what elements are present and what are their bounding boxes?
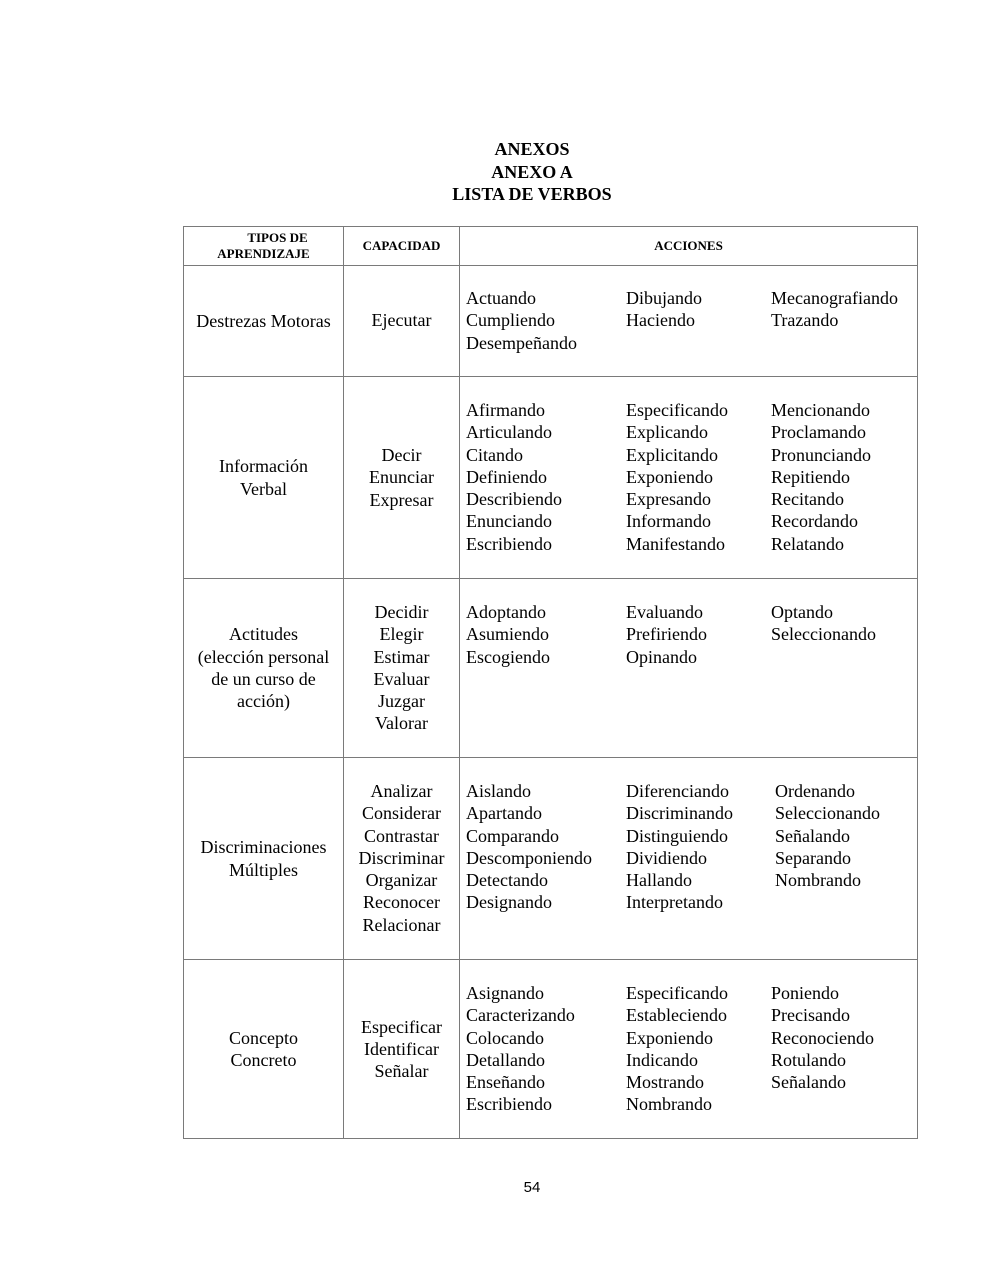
document-title xyxy=(0,138,990,206)
capacidad-verb: Evaluar xyxy=(373,668,430,689)
accion-verb: Precisando xyxy=(771,1005,850,1026)
capacidad-verb: Señalar xyxy=(374,1061,429,1082)
accion-verb: Prefiriendo xyxy=(626,624,707,645)
tipo-cell xyxy=(184,579,344,758)
accion-verb: Ordenando xyxy=(775,781,855,801)
tipo-line: (elección personal xyxy=(197,646,330,667)
accion-verb: Caracterizando xyxy=(466,1005,575,1026)
accion-verb: Manifestando xyxy=(626,533,725,554)
tipo-line: Destrezas Motoras xyxy=(196,310,331,331)
accion-verb: Interpretando xyxy=(626,892,723,913)
accion-verb: Nombrando xyxy=(775,870,861,891)
accion-verb: Opinando xyxy=(626,646,697,667)
acciones-cell xyxy=(460,579,918,758)
header-row xyxy=(184,227,918,266)
header-capacidad: CAPACIDAD xyxy=(344,227,460,266)
accion-verb: Mencionando xyxy=(771,400,870,420)
tipo-line: Información xyxy=(219,456,308,477)
tipo-line: Discriminaciones xyxy=(200,837,327,858)
capacidad-cell xyxy=(344,579,460,758)
accion-verb: Articulando xyxy=(466,422,552,443)
acciones-column xyxy=(466,399,562,555)
acciones-column xyxy=(626,601,707,668)
tipo-line: Actitudes xyxy=(229,624,298,645)
accion-verb: Estableciendo xyxy=(626,1005,727,1026)
accion-verb: Seleccionando xyxy=(775,803,880,824)
accion-verb: Haciendo xyxy=(626,310,695,331)
tipo-cell xyxy=(184,377,344,579)
tipo-line: Verbal xyxy=(240,478,287,499)
capacidad-cell xyxy=(344,960,460,1139)
acciones-column xyxy=(626,399,728,555)
title-line-anexos: ANEXOS xyxy=(494,139,570,159)
capacidad-verb: Estimar xyxy=(373,646,430,667)
accion-verb: Detectando xyxy=(466,870,548,891)
accion-verb: Definiendo xyxy=(466,466,547,487)
capacidad-verb: Organizar xyxy=(365,870,438,891)
header-acciones: ACCIONES xyxy=(460,227,918,266)
accion-verb: Recordando xyxy=(771,511,858,532)
verbs-table xyxy=(183,226,918,1139)
accion-verb: Enseñando xyxy=(466,1072,545,1093)
accion-verb: Señalando xyxy=(775,825,850,846)
accion-verb: Optando xyxy=(771,602,833,622)
accion-verb: Trazando xyxy=(771,310,839,331)
acciones-column xyxy=(771,982,874,1093)
accion-verb: Dividiendo xyxy=(626,847,707,868)
accion-verb: Escribiendo xyxy=(466,533,552,554)
tipo-line: Concepto xyxy=(229,1027,298,1048)
accion-verb: Indicando xyxy=(626,1049,698,1070)
acciones-column xyxy=(466,982,575,1116)
accion-verb: Exponiendo xyxy=(626,466,713,487)
accion-verb: Adoptando xyxy=(466,602,546,622)
header-tipos xyxy=(184,227,344,266)
acciones-cell xyxy=(460,960,918,1139)
tipo-cell xyxy=(184,960,344,1139)
acciones-column xyxy=(775,780,880,891)
capacidad-verb: Especificar xyxy=(361,1016,442,1037)
capacidad-verb: Elegir xyxy=(379,624,424,645)
acciones-column xyxy=(466,780,592,914)
accion-verb: Asignando xyxy=(466,983,544,1003)
accion-verb: Repitiendo xyxy=(771,466,850,487)
table-row xyxy=(184,266,918,377)
accion-verb: Nombrando xyxy=(626,1094,712,1115)
accion-verb: Mostrando xyxy=(626,1072,704,1093)
accion-verb: Asumiendo xyxy=(466,624,549,645)
page-number: 54 xyxy=(523,1179,541,1196)
capacidad-verb: Decir xyxy=(381,445,422,466)
tipo-line: Múltiples xyxy=(228,859,298,880)
accion-verb: Relatando xyxy=(771,533,844,554)
accion-verb: Expresando xyxy=(626,489,711,510)
acciones-column xyxy=(771,287,898,332)
accion-verb: Separando xyxy=(775,847,851,868)
capacidad-verb: Enunciar xyxy=(369,467,434,488)
header-tipos-line2: APRENDIZAJE xyxy=(217,246,310,261)
accion-verb: Especificando xyxy=(626,983,728,1003)
tipo-line: de un curso de xyxy=(211,669,316,689)
accion-verb: Mecanografiando xyxy=(771,288,898,308)
accion-verb: Discriminando xyxy=(626,803,733,824)
accion-verb: Señalando xyxy=(771,1072,846,1093)
accion-verb: Poniendo xyxy=(771,983,840,1003)
acciones-cell xyxy=(460,266,918,377)
tipo-cell xyxy=(184,266,344,377)
accion-verb: Diferenciando xyxy=(626,781,729,801)
accion-verb: Exponiendo xyxy=(626,1027,713,1048)
acciones-column xyxy=(626,287,702,332)
capacidad-verb: Juzgar xyxy=(378,691,425,712)
table-row xyxy=(184,960,918,1139)
acciones-column xyxy=(466,287,577,354)
accion-verb: Cumpliendo xyxy=(466,310,555,331)
table-row xyxy=(184,758,918,960)
accion-verb: Desempeñando xyxy=(466,332,577,353)
accion-verb: Citando xyxy=(466,444,523,465)
capacidad-verb: Considerar xyxy=(362,803,441,824)
accion-verb: Aislando xyxy=(466,781,531,801)
accion-verb: Detallando xyxy=(466,1049,545,1070)
accion-verb: Explicando xyxy=(626,422,708,443)
tipo-line: acción) xyxy=(237,691,290,712)
acciones-cell xyxy=(460,758,918,960)
accion-verb: Actuando xyxy=(466,288,536,308)
accion-verb: Dibujando xyxy=(626,288,702,308)
accion-verb: Especificando xyxy=(626,400,728,420)
acciones-cell xyxy=(460,377,918,579)
acciones-column xyxy=(466,601,550,668)
capacidad-verb: Identificar xyxy=(364,1038,439,1059)
accion-verb: Explicitando xyxy=(626,444,718,465)
accion-verb: Enunciando xyxy=(466,511,552,532)
capacidad-verb: Analizar xyxy=(370,781,433,801)
accion-verb: Hallando xyxy=(626,870,692,891)
header-tipos-line1: TIPOS DE xyxy=(247,230,308,245)
capacidad-verb: Discriminar xyxy=(358,847,445,868)
accion-verb: Apartando xyxy=(466,803,542,824)
accion-verb: Reconociendo xyxy=(771,1027,874,1048)
accion-verb: Comparando xyxy=(466,825,559,846)
table-row xyxy=(184,579,918,758)
accion-verb: Informando xyxy=(626,511,711,532)
tipo-line: Concreto xyxy=(230,1050,297,1070)
accion-verb: Escogiendo xyxy=(466,646,550,667)
accion-verb: Describiendo xyxy=(466,489,562,510)
table-row xyxy=(184,377,918,579)
accion-verb: Escribiendo xyxy=(466,1094,552,1115)
accion-verb: Descomponiendo xyxy=(466,847,592,868)
capacidad-cell xyxy=(344,266,460,377)
accion-verb: Seleccionando xyxy=(771,624,876,645)
accion-verb: Rotulando xyxy=(771,1049,846,1070)
title-line-lista: LISTA DE VERBOS xyxy=(452,184,612,204)
capacidad-verb: Contrastar xyxy=(364,825,439,846)
accion-verb: Recitando xyxy=(771,489,844,510)
acciones-column xyxy=(771,601,876,646)
acciones-column xyxy=(626,982,728,1116)
accion-verb: Evaluando xyxy=(626,602,703,622)
capacidad-cell xyxy=(344,377,460,579)
capacidad-verb: Relacionar xyxy=(362,914,441,935)
accion-verb: Proclamando xyxy=(771,422,866,443)
capacidad-verb: Valorar xyxy=(375,713,428,734)
capacidad-verb: Expresar xyxy=(369,489,434,510)
capacidad-cell xyxy=(344,758,460,960)
capacidad-verb: Reconocer xyxy=(363,892,440,913)
accion-verb: Colocando xyxy=(466,1027,544,1048)
title-line-anexo-a: ANEXO A xyxy=(491,161,573,182)
capacidad-verb: Ejecutar xyxy=(371,309,432,330)
accion-verb: Pronunciando xyxy=(771,444,871,465)
accion-verb: Designando xyxy=(466,892,552,913)
acciones-column xyxy=(771,399,871,555)
acciones-column xyxy=(626,780,733,914)
accion-verb: Distinguiendo xyxy=(626,825,728,846)
capacidad-verb: Decidir xyxy=(374,602,429,622)
accion-verb: Afirmando xyxy=(466,400,545,420)
tipo-cell xyxy=(184,758,344,960)
